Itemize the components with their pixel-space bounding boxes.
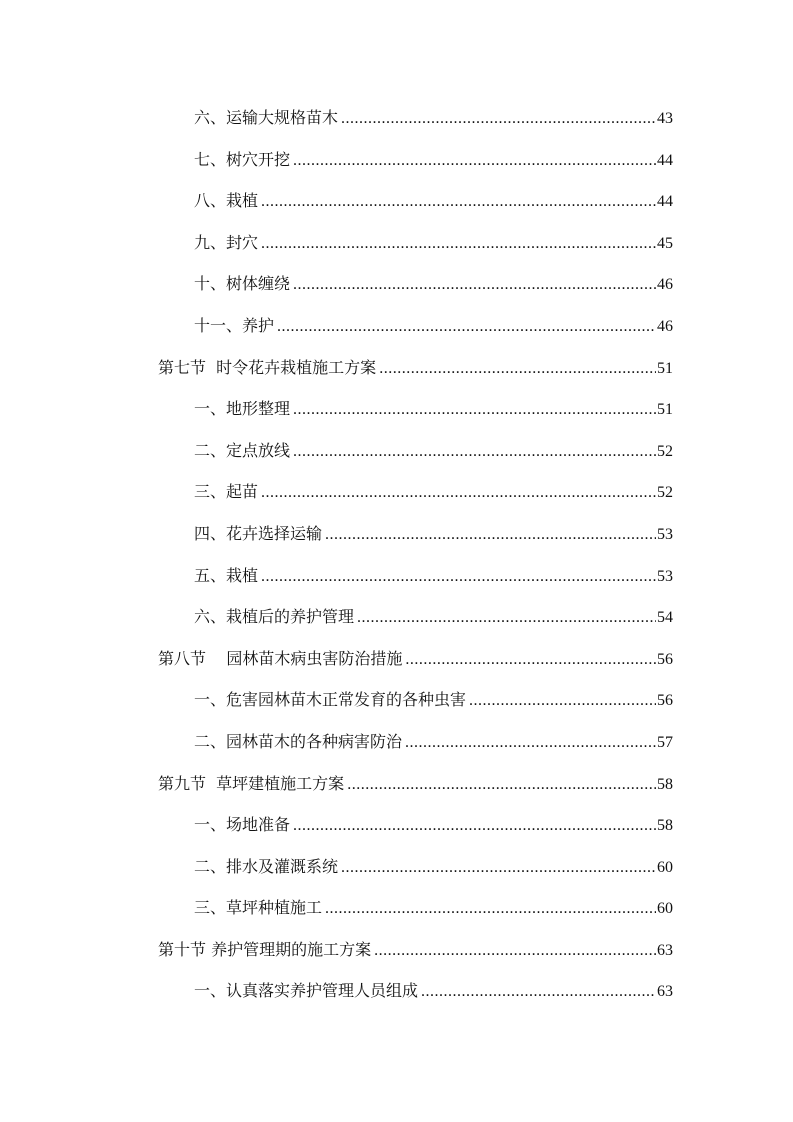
toc-subsection-entry[interactable] bbox=[0, 305, 793, 347]
toc-dot-leader bbox=[421, 971, 656, 1013]
toc-entry-title: 一、认真落实养护管理人员组成 bbox=[194, 981, 419, 1001]
toc-subsection-entry[interactable] bbox=[0, 97, 793, 139]
toc-dot-leader bbox=[261, 556, 656, 598]
toc-subsection-entry[interactable] bbox=[0, 596, 793, 638]
toc-page-number: 60 bbox=[657, 900, 673, 918]
toc-dot-leader bbox=[293, 805, 656, 847]
toc-page-number: 57 bbox=[657, 733, 673, 751]
toc-dot-leader bbox=[469, 680, 656, 722]
toc-entry-title: 第九节 草坪建植施工方案 bbox=[158, 773, 345, 793]
toc-page-number: 51 bbox=[657, 359, 673, 377]
toc-subsection-entry[interactable] bbox=[0, 721, 793, 763]
toc-entry-title: 十、树体缠绕 bbox=[194, 274, 291, 294]
toc-entry-title: 六、栽植后的养护管理 bbox=[194, 607, 355, 627]
toc-entry-title: 五、栽植 bbox=[194, 565, 259, 585]
toc-subsection-entry[interactable] bbox=[0, 513, 793, 555]
toc-entry-title: 二、园林苗木的各种病害防治 bbox=[194, 731, 403, 751]
toc-entry-title: 三、草坪种植施工 bbox=[194, 898, 323, 918]
toc-entry-title: 一、地形整理 bbox=[194, 399, 291, 419]
toc-section-entry[interactable] bbox=[0, 347, 793, 389]
toc-dot-leader bbox=[347, 764, 656, 806]
toc-subsection-entry[interactable] bbox=[0, 804, 793, 846]
toc-dot-leader bbox=[341, 847, 656, 889]
toc-section-entry[interactable] bbox=[0, 763, 793, 805]
toc-dot-leader bbox=[293, 140, 656, 182]
toc-subsection-entry[interactable] bbox=[0, 970, 793, 1012]
toc-dot-leader bbox=[293, 389, 656, 431]
toc-section-entry[interactable] bbox=[0, 638, 793, 680]
toc-subsection-entry[interactable] bbox=[0, 679, 793, 721]
toc-page-number: 56 bbox=[657, 692, 673, 710]
toc-page-number: 58 bbox=[657, 817, 673, 835]
toc-entry-title: 一、场地准备 bbox=[194, 815, 291, 835]
toc-entry-title: 二、排水及灌溉系统 bbox=[194, 856, 339, 876]
toc-page-number: 44 bbox=[657, 193, 673, 211]
toc-dot-leader bbox=[341, 98, 656, 140]
toc-subsection-entry[interactable] bbox=[0, 222, 793, 264]
toc-page-number: 63 bbox=[657, 941, 673, 959]
toc-entry-title: 第八节 园林苗木病虫害防治措施 bbox=[158, 648, 403, 668]
toc-subsection-entry[interactable] bbox=[0, 263, 793, 305]
toc-entry-title: 九、封穴 bbox=[194, 232, 259, 252]
toc-entry-title: 第七节 时令花卉栽植施工方案 bbox=[158, 357, 377, 377]
toc-entry-title: 四、花卉选择运输 bbox=[194, 523, 323, 543]
toc-entry-title: 八、栽植 bbox=[194, 191, 259, 211]
toc-dot-leader bbox=[374, 930, 656, 972]
toc-page-number: 43 bbox=[657, 110, 673, 127]
toc-page-number: 63 bbox=[657, 983, 673, 1001]
table-of-contents bbox=[0, 97, 793, 1012]
toc-page-number: 56 bbox=[657, 650, 673, 668]
toc-page-number: 46 bbox=[657, 317, 673, 335]
toc-dot-leader bbox=[325, 888, 656, 930]
toc-page-number: 52 bbox=[657, 442, 673, 460]
toc-dot-leader bbox=[293, 431, 656, 473]
toc-page-number: 60 bbox=[657, 858, 673, 876]
toc-subsection-entry[interactable] bbox=[0, 887, 793, 929]
toc-dot-leader bbox=[405, 639, 656, 681]
toc-dot-leader bbox=[293, 264, 656, 306]
toc-entry-title: 七、树穴开挖 bbox=[194, 149, 291, 169]
toc-page-number: 45 bbox=[657, 234, 673, 252]
toc-dot-leader bbox=[261, 181, 656, 223]
toc-page-number: 58 bbox=[657, 775, 673, 793]
toc-entry-title: 十一、养护 bbox=[194, 315, 275, 335]
toc-subsection-entry[interactable] bbox=[0, 139, 793, 181]
toc-entry-title: 一、危害园林苗木正常发育的各种虫害 bbox=[194, 690, 467, 710]
toc-dot-leader bbox=[379, 348, 656, 390]
toc-dot-leader bbox=[357, 597, 656, 639]
toc-page-number: 44 bbox=[657, 151, 673, 169]
toc-dot-leader bbox=[325, 514, 656, 556]
toc-dot-leader bbox=[405, 722, 656, 764]
toc-entry-title: 二、定点放线 bbox=[194, 440, 291, 460]
toc-page-number: 46 bbox=[657, 276, 673, 294]
toc-subsection-entry[interactable] bbox=[0, 430, 793, 472]
toc-subsection-entry[interactable] bbox=[0, 846, 793, 888]
toc-dot-leader bbox=[277, 306, 656, 348]
toc-entry-title: 六、运输大规格苗木 bbox=[194, 108, 339, 127]
toc-page-number: 53 bbox=[657, 567, 673, 585]
toc-dot-leader bbox=[261, 472, 656, 514]
toc-subsection-entry[interactable] bbox=[0, 388, 793, 430]
toc-page-number: 54 bbox=[657, 609, 673, 627]
toc-entry-title: 第十节 养护管理期的施工方案 bbox=[158, 939, 372, 959]
toc-page-number: 53 bbox=[657, 525, 673, 543]
toc-subsection-entry[interactable] bbox=[0, 471, 793, 513]
toc-subsection-entry[interactable] bbox=[0, 180, 793, 222]
toc-page-number: 52 bbox=[657, 484, 673, 502]
toc-entry-title: 三、起苗 bbox=[194, 482, 259, 502]
toc-page-number: 51 bbox=[657, 401, 673, 419]
toc-section-entry[interactable] bbox=[0, 929, 793, 971]
toc-subsection-entry[interactable] bbox=[0, 555, 793, 597]
toc-dot-leader bbox=[261, 223, 656, 265]
